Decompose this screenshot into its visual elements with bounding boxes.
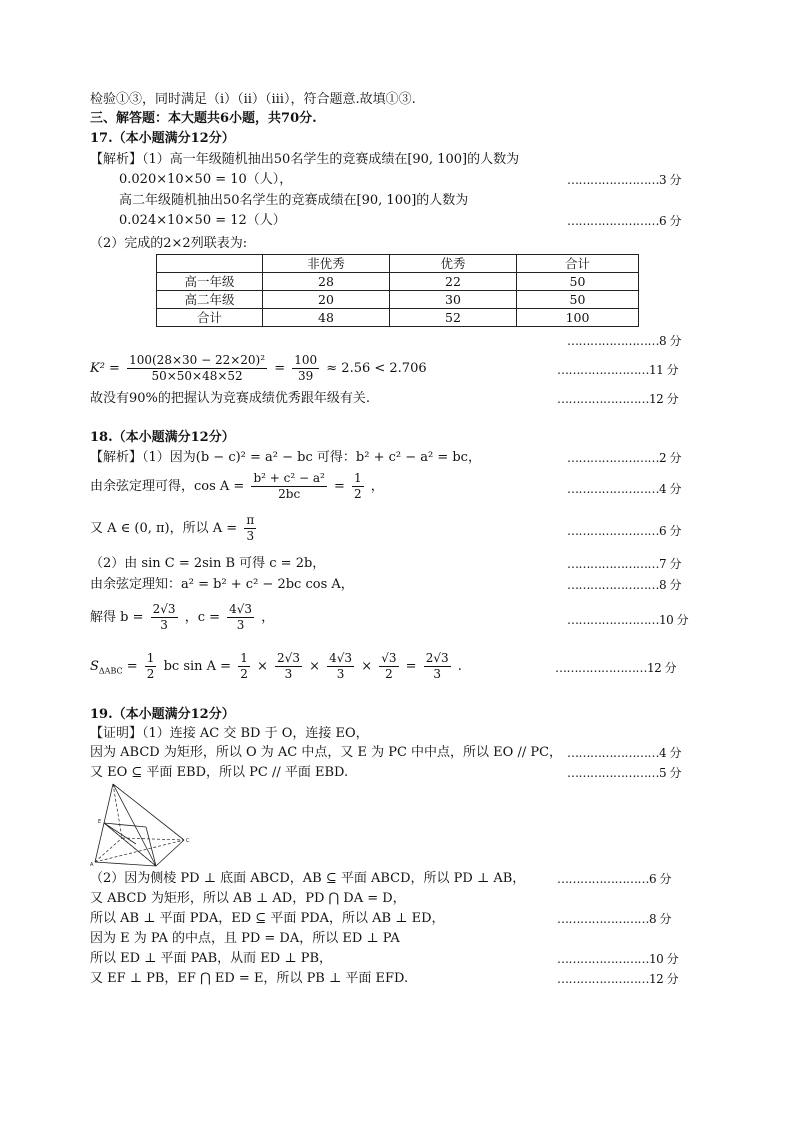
numerator: 100(28×30 − 22×20)² (129, 353, 266, 367)
score-marker: ……………………6 分 (567, 524, 681, 538)
score-marker: ……………………6 分 (557, 872, 671, 886)
figure-edge (104, 823, 146, 827)
contingency-table (156, 254, 639, 327)
formula-text: K² = (90, 361, 120, 376)
formula-text: ≈ 2.56 < 2.706 (326, 361, 427, 376)
table-cell: 30 (390, 291, 517, 309)
score-marker: ……………………12 分 (557, 392, 679, 406)
numerator: 2√3 (152, 602, 176, 616)
text-line: 检验①③，同时满足（ⅰ）（ⅱ）（ⅲ），符合题意.故填①③. (90, 92, 416, 107)
text-line: 高二年级随机抽出50名学生的竞赛成绩在[90, 100]的人数为 (119, 193, 469, 208)
formula-text: × (256, 659, 268, 674)
denominator: 3 (336, 667, 345, 681)
solve-formula (90, 602, 274, 633)
numerator: 2√3 (425, 651, 449, 665)
text-line: （2）因为侧棱 PD ⊥ 底面 ABCD，AB ⊆ 平面 ABCD，所以 PD ⊥ AB， (90, 871, 526, 886)
text-line: 因为 ABCD 为矩形，所以 O 为 AC 中点，又 E 为 PC 中中点，所以 EO // PC， (90, 745, 563, 760)
text-line: 故没有90%的把握认为竞赛成绩优秀跟年级有关. (90, 391, 371, 406)
numerator: √3 (381, 651, 397, 665)
figure-edge (146, 827, 156, 866)
denominator: 3 (433, 667, 441, 681)
formula-text: = (126, 659, 138, 674)
text-line: 由余弦定理知：a² = b² + c² − 2bc cos A， (90, 577, 354, 592)
score-marker: ……………………6 分 (567, 214, 681, 228)
vertex-label-a: A (90, 862, 94, 868)
table-cell: 50 (517, 291, 639, 309)
table-row (157, 291, 639, 309)
fraction (151, 602, 178, 633)
area-formula (90, 651, 462, 682)
table-cell (157, 255, 263, 273)
formula-subscript: ΔABC (98, 666, 123, 676)
cos-formula (90, 471, 384, 502)
formula-text: ， (370, 479, 384, 494)
text-line: 【证明】（1）连接 AC 交 BD 于 O，连接 EO， (90, 726, 369, 741)
score-marker: ……………………8 分 (557, 912, 671, 926)
figure-edge (113, 784, 156, 866)
fraction (275, 651, 302, 682)
formula-text: S (90, 659, 99, 674)
table-row (157, 273, 639, 291)
table-cell: 100 (517, 309, 639, 327)
text-line: 0.024×10×50 = 12（人） (119, 213, 286, 228)
fraction (227, 602, 254, 633)
table-cell: 非优秀 (263, 255, 390, 273)
denominator: 2 (354, 487, 362, 501)
text-line: 因为 E 为 PA 的中点，且 PD = DA，所以 ED ⊥ PA (90, 931, 400, 946)
table-cell: 22 (390, 273, 517, 291)
denominator: 2 (146, 667, 155, 681)
numerator: 100 (294, 353, 318, 367)
formula-text: = (274, 361, 286, 376)
text-line: 所以 AB ⊥ 平面 PDA，ED ⊆ 平面 PDA，所以 AB ⊥ ED， (90, 911, 445, 926)
fraction (424, 651, 451, 682)
formula-text: = (333, 479, 345, 494)
problem-17-heading: 17.（本小题满分12分） (90, 131, 235, 146)
denominator: 3 (236, 618, 245, 632)
vertex-label-c: C (186, 838, 190, 844)
formula-text: 又 A ∈ (0, π)，所以 A = (90, 521, 238, 536)
figure-hidden-edge (95, 838, 122, 862)
figure-hidden-edge (95, 840, 184, 862)
numerator: 1 (240, 651, 248, 665)
fraction (352, 471, 364, 502)
table-cell: 20 (263, 291, 390, 309)
table-cell: 高二年级 (157, 291, 263, 309)
k2-formula (90, 353, 427, 384)
table-row (157, 309, 639, 327)
score-marker: ……………………8 分 (567, 578, 681, 592)
score-marker: ……………………12 分 (557, 972, 679, 986)
denominator: 50×50×48×52 (151, 369, 243, 383)
fraction (145, 651, 157, 682)
text-line: 又 ABCD 为矩形，所以 AB ⊥ AD，PD ⋂ DA = D， (90, 891, 406, 906)
score-marker: ……………………3 分 (567, 173, 681, 187)
formula-text: . (457, 659, 462, 674)
fraction (251, 471, 326, 502)
score-marker: ……………………4 分 (567, 746, 681, 760)
section-heading: 三、解答题：本大题共6小题，共70分. (90, 111, 317, 126)
table-cell: 合计 (157, 309, 263, 327)
fraction (379, 651, 398, 682)
table-cell: 合计 (517, 255, 639, 273)
denominator: 2 (385, 667, 393, 681)
fraction (238, 651, 250, 682)
numerator: π (246, 513, 255, 527)
numerator: 4√3 (329, 651, 353, 665)
denominator: 3 (160, 618, 168, 632)
formula-text: ，c = (184, 610, 220, 625)
table-cell: 50 (517, 273, 639, 291)
fraction (244, 513, 256, 544)
text-line: （2）由 sin C = 2sin B 可得 c = 2b， (90, 556, 326, 571)
numerator: b² + c² − a² (253, 471, 325, 485)
text-line: 0.020×10×50 = 10（人）， (119, 172, 293, 187)
score-marker: ……………………10 分 (557, 952, 679, 966)
table-cell: 28 (263, 273, 390, 291)
table-header-row (157, 255, 639, 273)
table-cell: 高一年级 (157, 273, 263, 291)
score-marker: ……………………5 分 (567, 766, 681, 780)
figure-edge (156, 840, 184, 866)
score-marker: ……………………2 分 (567, 451, 681, 465)
fraction (127, 353, 267, 384)
figure-edge (113, 784, 184, 840)
formula-text: ， (261, 610, 275, 625)
figure-edge (95, 862, 156, 866)
denominator: 2bc (278, 487, 301, 501)
score-marker: ……………………7 分 (567, 557, 681, 571)
formula-text: × (309, 659, 320, 674)
numerator: 1 (354, 471, 362, 485)
numerator: 1 (146, 651, 155, 665)
figure-hidden-edge (122, 838, 184, 840)
score-marker: ……………………11 分 (557, 363, 679, 377)
table-cell: 48 (263, 309, 390, 327)
formula-text: 由余弦定理可得，cos A = (90, 479, 245, 494)
fraction (327, 651, 354, 682)
numerator: 4√3 (229, 602, 253, 616)
formula-text: × (361, 659, 373, 674)
table-cell: 52 (390, 309, 517, 327)
score-marker: ……………………10 分 (567, 613, 689, 627)
formula-text: = (405, 659, 417, 674)
numerator: 2√3 (277, 651, 300, 665)
denominator: 39 (298, 369, 314, 383)
formula-text: 解得 b = (90, 610, 144, 625)
text-line: 所以 ED ⊥ 平面 PAB，从而 ED ⊥ PB， (90, 951, 332, 966)
fraction (292, 353, 319, 384)
vertex-label-e: E (98, 819, 102, 825)
text-line: 又 EF ⊥ PB，EF ⋂ ED = E，所以 PB ⊥ 平面 EFD. (90, 971, 409, 986)
score-marker: ……………………4 分 (567, 482, 681, 496)
text-line: 【解析】（1）高一年级随机抽出50名学生的竞赛成绩在[90, 100]的人数为 (90, 152, 520, 167)
denominator: 3 (246, 529, 255, 543)
pyramid-figure (88, 782, 192, 870)
denominator: 2 (240, 667, 248, 681)
table-cell: 优秀 (390, 255, 517, 273)
angle-formula (90, 513, 259, 544)
text-line: （2）完成的2×2列联表为: (90, 236, 248, 251)
score-marker: ……………………8 分 (567, 334, 681, 348)
text-line: 又 EO ⊆ 平面 EBD，所以 PC // 平面 EBD. (90, 765, 349, 780)
denominator: 3 (284, 667, 293, 681)
figure-hidden-edge (122, 838, 156, 866)
score-marker: ……………………12 分 (555, 661, 677, 675)
problem-18-heading: 18.（本小题满分12分） (90, 430, 235, 445)
problem-19-heading: 19.（本小题满分12分） (90, 707, 235, 722)
formula-text: bc sin A = (163, 659, 232, 674)
text-line: 【解析】（1）因为(b − c)² = a² − bc 可得：b² + c² − a² = bc， (90, 450, 481, 465)
